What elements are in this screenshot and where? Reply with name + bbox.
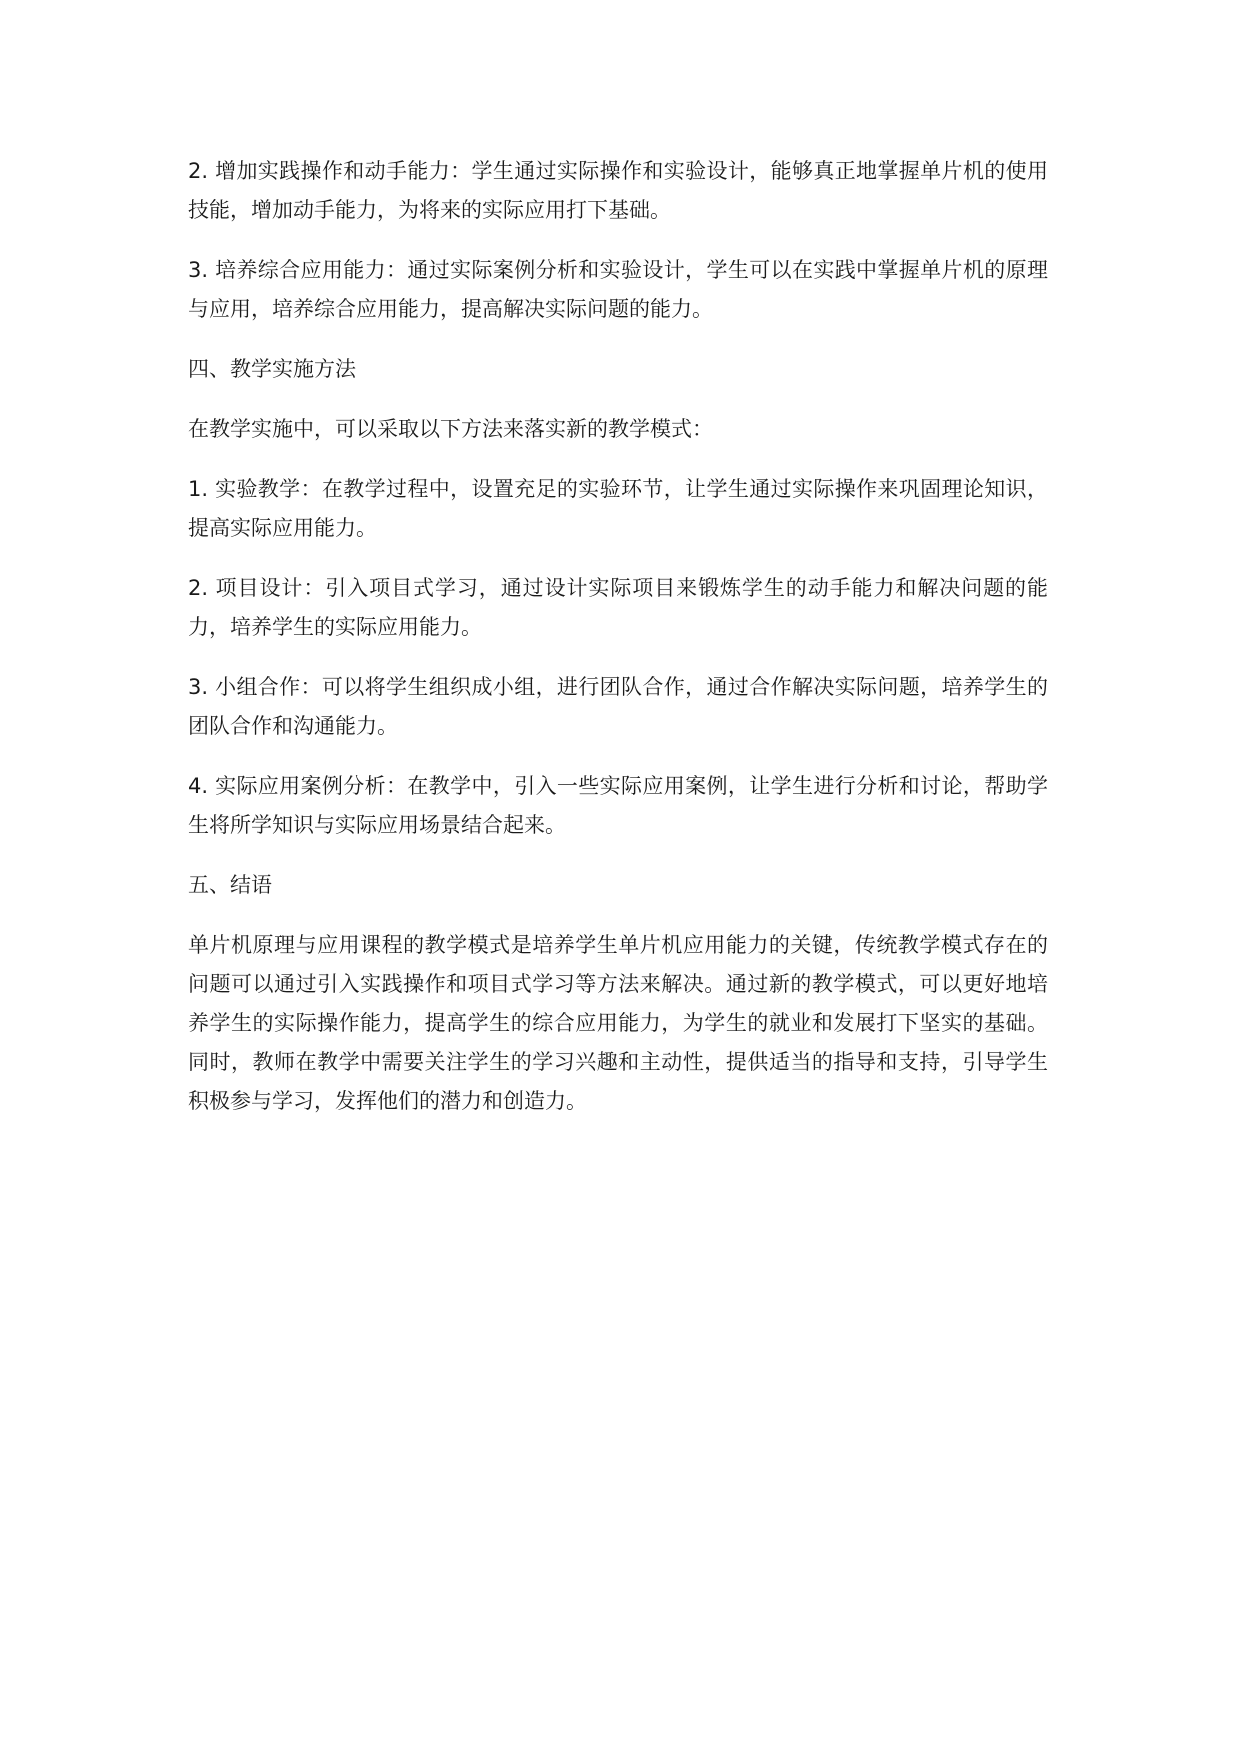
paragraph-conclusion: 单片机原理与应用课程的教学模式是培养学生单片机应用能力的关键，传统教学模式存在的问题可以通过引入实践操作和项目式学习等方法来解决。通过新的教学模式，可以更好地培养学生的实际操作能力，提高学生的综合应用能力，为学生的就业和发展打下坚实的基础。同时，教师在教学中需要关注学生的学习兴趣和主动性，提供适当的指导和支持，引导学生积极参与学习，发挥他们的潜力和创造力。 [188,933,1048,1113]
paragraph-experiment-teaching: 1. 实验教学：在教学过程中，设置充足的实验环节，让学生通过实际操作来巩固理论知识，提高实际应用能力。 [188,477,1048,540]
section-heading-methods: 四、教学实施方法 [188,357,356,381]
section-heading-conclusion: 五、结语 [188,873,272,897]
paragraph-group-cooperation: 3. 小组合作：可以将学生组织成小组，进行团队合作，通过合作解决实际问题，培养学生的团队合作和沟通能力。 [188,675,1048,738]
document-body [188,152,1048,1142]
paragraph-case-analysis: 4. 实际应用案例分析：在教学中，引入一些实际应用案例，让学生进行分析和讨论，帮助学生将所学知识与实际应用场景结合起来。 [188,774,1048,837]
paragraph-project-design: 2. 项目设计：引入项目式学习，通过设计实际项目来锻炼学生的动手能力和解决问题的能力，培养学生的实际应用能力。 [188,576,1048,639]
paragraph-methods-intro: 在教学实施中，可以采取以下方法来落实新的教学模式： [188,417,713,441]
paragraph-comprehensive-ability: 3. 培养综合应用能力：通过实际案例分析和实验设计，学生可以在实践中掌握单片机的原理与应用，培养综合应用能力，提高解决实际问题的能力。 [188,258,1048,321]
paragraph-practice-ability: 2. 增加实践操作和动手能力：学生通过实际操作和实验设计，能够真正地掌握单片机的使用技能，增加动手能力，为将来的实际应用打下基础。 [188,159,1048,222]
